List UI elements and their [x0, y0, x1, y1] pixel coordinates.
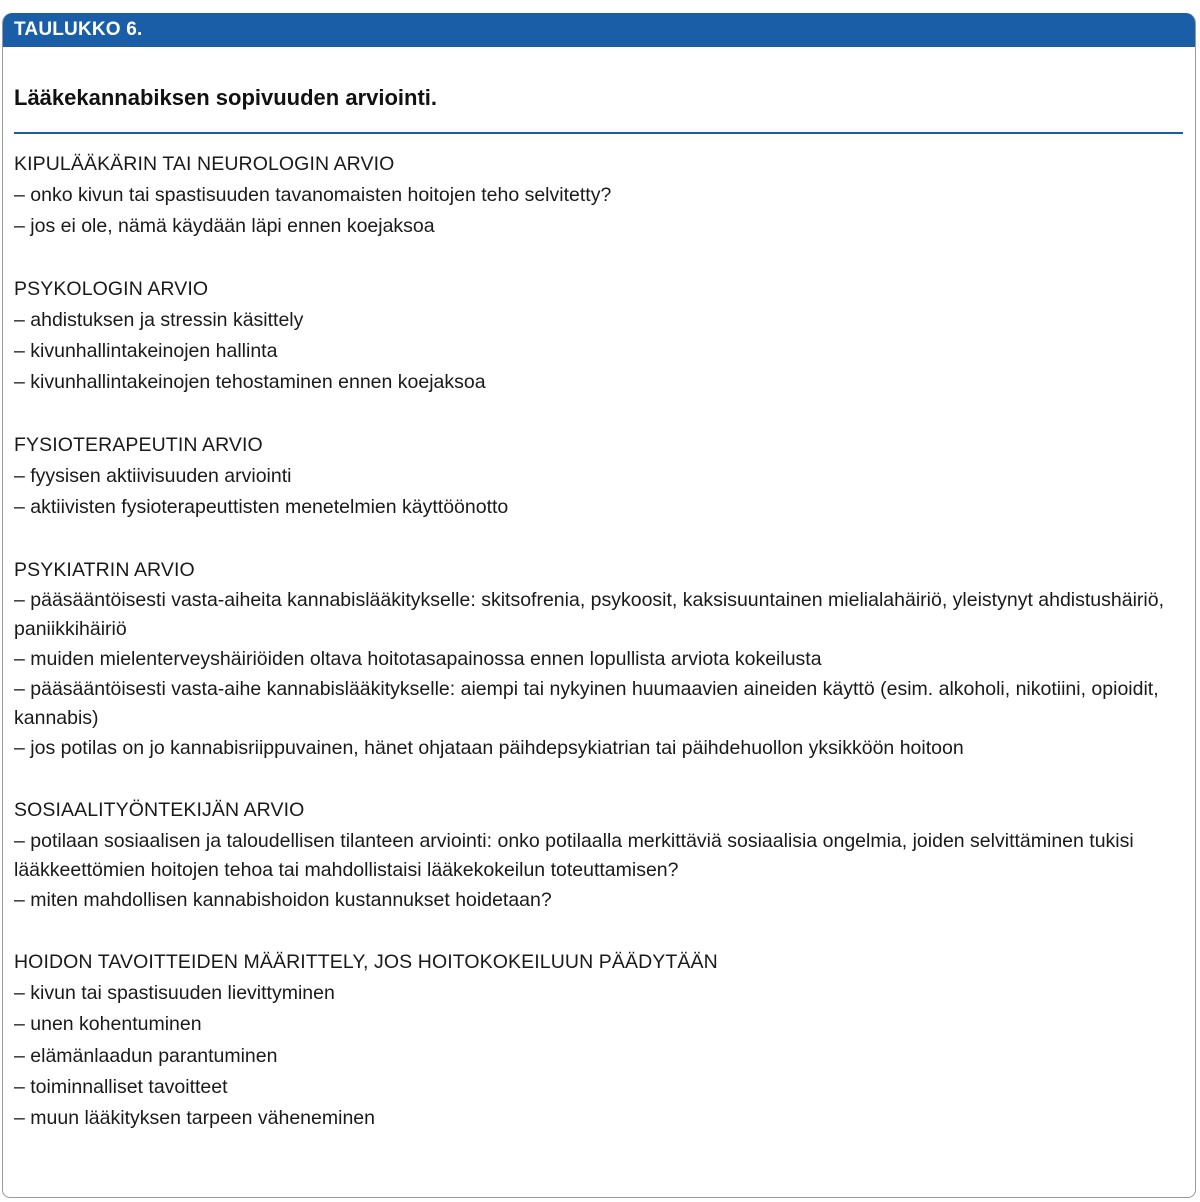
list-item: – kivunhallintakeinojen tehostaminen ennen koejaksoa — [14, 371, 486, 394]
section-heading: SOSIAALITYÖNTEKIJÄN ARVIO — [14, 799, 305, 822]
list-item: – pääsääntöisesti vasta-aihe kannabislääkitykselle: aiempi tai nykyinen huumaavien aineiden käyttö (esim. alkoholi, nikotiini, opioidit, kannabis) — [14, 678, 1159, 729]
section-treatment-goals — [14, 947, 1181, 1134]
section-heading: PSYKIATRIN ARVIO — [14, 558, 195, 581]
list-item: – potilaan sosiaalisen ja taloudellisen tilanteen arviointi: onko potilaalla merkittäviä sosiaalisia ongelmia, joiden selvittäminen tukisi lääkkeettömien hoitojen tehoa tai mahdollistaisi lääkekokeilun toteuttamisen? — [14, 829, 1134, 881]
list-item: – toiminnalliset tavoitteet — [14, 1075, 228, 1098]
list-item: – kivunhallintakeinojen hallinta — [14, 340, 278, 363]
table-box — [2, 13, 1196, 1198]
list-item: – kivun tai spastisuuden lievittyminen — [14, 982, 335, 1005]
section-pain-neurology — [14, 149, 1181, 243]
list-item: – ahdistuksen ja stressin käsittely — [14, 309, 304, 331]
section-heading: HOIDON TAVOITTEIDEN MÄÄRITTELY, JOS HOITOKOKEILUUN PÄÄDYTÄÄN — [14, 950, 718, 973]
list-item: – aktiivisten fysioterapeuttisten menetelmien käyttöönotto — [14, 496, 509, 519]
list-item: – onko kivun tai spastisuuden tavanomaisten hoitojen teho selvitetty? — [14, 184, 612, 207]
table-label-bar — [3, 13, 1195, 47]
list-item: – jos potilas on jo kannabisriippuvainen, hänet ohjataan päihdepsykiatrian tai päihdehuollon yksikköön hoitoon — [14, 737, 964, 759]
list-item: – elämänlaadun parantuminen — [14, 1044, 278, 1067]
section-social-worker — [14, 795, 1181, 915]
table-title: Lääkekannabiksen sopivuuden arviointi. — [14, 85, 438, 110]
list-item: – muiden mielenterveyshäiriöiden oltava hoitotasapainossa ennen lopullista arviota kokeilusta — [14, 647, 822, 670]
section-psychologist — [14, 274, 1181, 399]
list-item: – muun lääkityksen tarpeen väheneminen — [14, 1107, 375, 1129]
section-psychiatrist — [14, 555, 1181, 765]
section-heading: FYSIOTERAPEUTIN ARVIO — [14, 433, 263, 456]
section-physiotherapist — [14, 430, 1181, 524]
list-item: – unen kohentuminen — [14, 1013, 202, 1036]
section-heading: PSYKOLOGIN ARVIO — [14, 277, 209, 300]
list-item: – pääsääntöisesti vasta-aiheita kannabislääkitykselle: skitsofrenia, psykoosit, kaksisuuntainen mielialahäiriö, yleistynyt ahdistushäiriö, paniikkihäiriö — [14, 588, 1165, 640]
list-item: – jos ei ole, nämä käydään läpi ennen koejaksoa — [14, 215, 435, 238]
table-content — [14, 149, 1181, 1165]
section-heading: KIPULÄÄKÄRIN TAI NEUROLOGIN ARVIO — [14, 153, 395, 175]
table-label: TAULUKKO 6. — [14, 19, 143, 40]
list-item: – fyysisen aktiivisuuden arviointi — [14, 465, 292, 487]
title-divider — [14, 132, 1183, 134]
list-item: – miten mahdollisen kannabishoidon kustannukset hoidetaan? — [14, 888, 552, 911]
